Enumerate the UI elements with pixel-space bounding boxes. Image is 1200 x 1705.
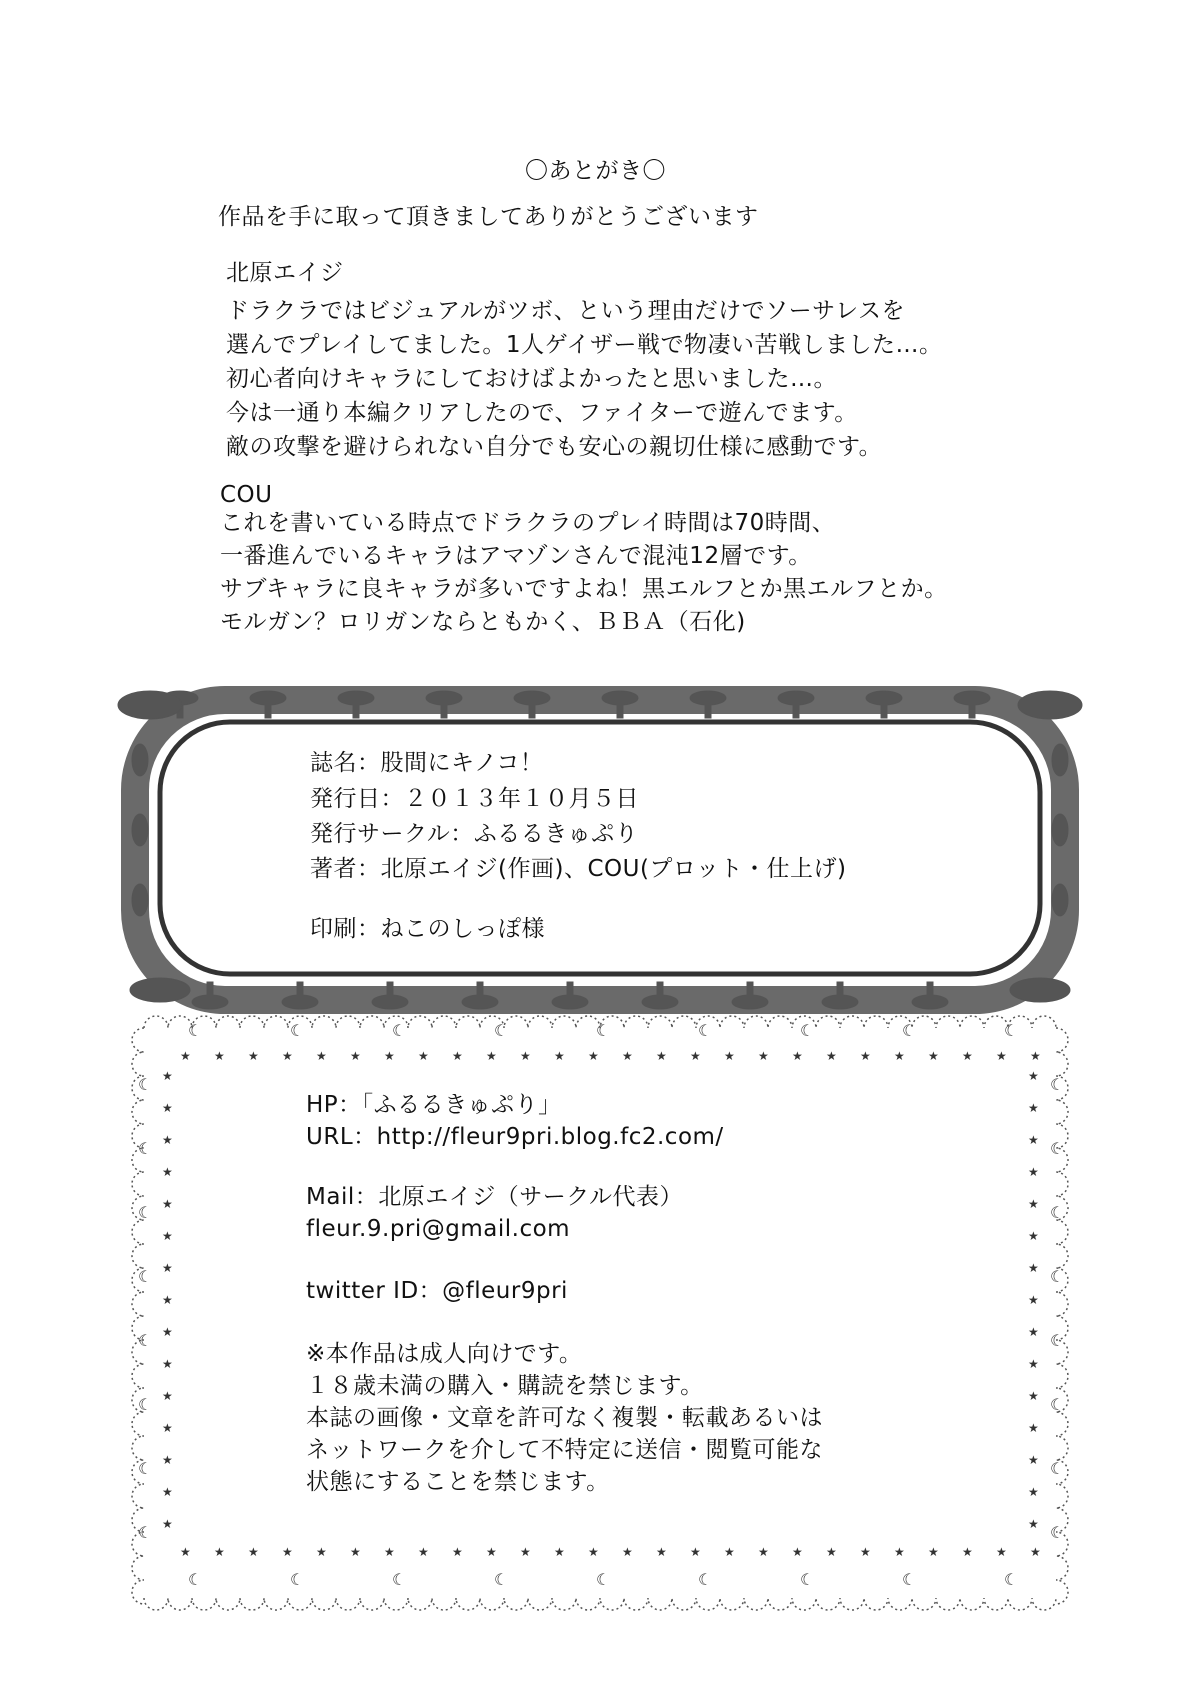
notice-line: ネットワークを介して不特定に送信・閲覧可能な [306,1437,823,1463]
star-icon: ★ [162,1101,173,1115]
mushroom-icon [1018,691,1082,719]
moon-icon: ☾ [800,1570,815,1589]
moon-icon: ☾ [1050,1395,1065,1414]
star-icon: ★ [162,1165,173,1179]
star-icon: ★ [962,1049,973,1063]
star-icon: ★ [1028,1261,1039,1275]
star-icon: ★ [588,1049,599,1063]
star-icon: ★ [826,1545,837,1559]
star-icon: ★ [1028,1229,1039,1243]
mushroom-stem-icon [793,698,799,718]
star-icon: ★ [350,1049,361,1063]
star-icon: ★ [894,1049,905,1063]
mushroom-icon [130,978,190,1002]
moon-icon: ☾ [596,1021,611,1040]
mail-address[interactable]: fleur.9.pri@gmail.com [306,1216,571,1242]
star-icon: ★ [316,1545,327,1559]
star-icon: ★ [520,1545,531,1559]
star-icon: ★ [622,1545,633,1559]
thanks-line: 作品を手に取って頂きましてありがとうございます [218,204,759,230]
star-icon: ★ [162,1293,173,1307]
colophon-date: 発行日：２０１３年１０月５日 [310,786,639,812]
star-icon: ★ [1030,1049,1041,1063]
star-icon: ★ [1028,1453,1039,1467]
moon-icon: ☾ [138,1267,153,1286]
star-icon: ★ [1028,1133,1039,1147]
moon-icon: ☾ [138,1203,153,1222]
colophon-title: 誌名：股間にキノコ！ [310,750,544,776]
mushroom-stem-icon [837,982,843,1002]
author-comment-line: 初心者向けキャラにしておけばよかったと思いました…。 [226,366,837,392]
star-icon: ★ [180,1049,191,1063]
moon-icon: ☾ [1050,1459,1065,1478]
star-icon: ★ [1028,1101,1039,1115]
star-icon: ★ [860,1049,871,1063]
mushroom-frame-border [160,722,1040,974]
star-icon: ★ [1028,1357,1039,1371]
moon-icon: ☾ [494,1021,509,1040]
star-icon: ★ [1028,1389,1039,1403]
mushroom-stem-icon [529,698,535,718]
mushroom-stem-icon [297,982,303,1002]
star-icon: ★ [656,1545,667,1559]
mushroom-stem-icon [207,982,213,1002]
star-icon: ★ [180,1545,191,1559]
mushroom-stem-icon [747,982,753,1002]
moon-icon: ☾ [188,1021,203,1040]
star-icon: ★ [1030,1545,1041,1559]
moon-icon: ☾ [392,1570,407,1589]
colophon-printer: 印刷：ねこのしっぽ様 [310,916,545,942]
star-icon: ★ [486,1545,497,1559]
author-comment-line: サブキャラに良キャラが多いですよね！黒エルフとか黒エルフとか。 [220,576,948,602]
moon-icon: ☾ [138,1139,153,1158]
moon-icon: ☾ [138,1075,153,1094]
star-icon: ★ [690,1545,701,1559]
star-icon: ★ [724,1049,735,1063]
moon-icon: ☾ [902,1570,917,1589]
moon-icon: ☾ [290,1570,305,1589]
star-icon: ★ [162,1229,173,1243]
star-icon: ★ [162,1485,173,1499]
moon-icon: ☾ [1004,1570,1019,1589]
star-icon: ★ [554,1545,565,1559]
star-icon: ★ [384,1049,395,1063]
author-comment-line: ドラクラではビジュアルがツボ、という理由だけでソーサレスを [226,298,905,324]
moon-icon: ☾ [1050,1075,1065,1094]
star-icon: ★ [162,1517,173,1531]
star-icon: ★ [1028,1197,1039,1211]
url-line[interactable]: URL：http://fleur9pri.blog.fc2.com/ [306,1124,724,1150]
star-icon: ★ [384,1545,395,1559]
author-comment-line: 一番進んでいるキャラはアマゾンさんで混沌12層です。 [220,543,812,569]
notice-line: 本誌の画像・文章を許可なく複製・転載あるいは [306,1405,823,1431]
star-icon: ★ [1028,1325,1039,1339]
mushroom-stem-icon [477,982,483,1002]
star-icon: ★ [996,1545,1007,1559]
star-icon: ★ [162,1389,173,1403]
star-icon: ★ [1028,1485,1039,1499]
star-icon: ★ [486,1049,497,1063]
moon-icon: ☾ [1004,1021,1019,1040]
author-comment-line: モルガン？ロリガンならともかく、ＢＢＡ（石化) [220,609,746,635]
moon-icon: ☾ [1050,1139,1065,1158]
star-icon: ★ [894,1545,905,1559]
star-icon: ★ [282,1049,293,1063]
star-icon: ★ [656,1049,667,1063]
star-icon: ★ [1028,1517,1039,1531]
star-icon: ★ [860,1545,871,1559]
colophon-author: 著者：北原エイジ(作画)、COU(プロット・仕上げ) [310,856,847,882]
star-icon: ★ [758,1545,769,1559]
star-icon: ★ [622,1049,633,1063]
star-icon: ★ [162,1197,173,1211]
star-icon: ★ [316,1049,327,1063]
star-icon: ★ [452,1545,463,1559]
star-icon: ★ [826,1049,837,1063]
mushroom-stem-icon [441,698,447,718]
mushroom-stem-icon [567,982,573,1002]
star-icon: ★ [162,1453,173,1467]
author-name: COU [220,482,273,508]
star-icon: ★ [792,1049,803,1063]
mushroom-stem-icon [927,982,933,1002]
mushroom-icon [132,814,148,846]
star-icon: ★ [1028,1165,1039,1179]
notice-line: ※本作品は成人向けです。 [306,1341,583,1367]
mushroom-stem-icon [705,698,711,718]
star-icon: ★ [554,1049,565,1063]
star-icon: ★ [248,1049,259,1063]
moon-icon: ☾ [698,1570,713,1589]
star-icon: ★ [520,1049,531,1063]
moon-icon: ☾ [698,1021,713,1040]
twitter-id[interactable]: twitter ID：@fleur9pri [306,1278,568,1304]
moon-icon: ☾ [800,1021,815,1040]
mushroom-icon [132,884,148,916]
star-icon: ★ [928,1049,939,1063]
mushroom-stem-icon [881,698,887,718]
star-icon: ★ [162,1357,173,1371]
star-icon: ★ [1028,1069,1039,1083]
moon-icon: ☾ [138,1523,153,1542]
star-icon: ★ [350,1545,361,1559]
mushroom-stem-icon [265,698,271,718]
star-icon: ★ [214,1545,225,1559]
moon-icon: ☾ [902,1021,917,1040]
moon-icon: ☾ [290,1021,305,1040]
author-comment-line: これを書いている時点でドラクラのプレイ時間は70時間、 [220,510,836,536]
moon-icon: ☾ [392,1021,407,1040]
moon-icon: ☾ [1050,1203,1065,1222]
star-icon: ★ [1028,1421,1039,1435]
mushroom-icon [1010,978,1070,1002]
mushroom-stem-icon [657,982,663,1002]
star-icon: ★ [452,1049,463,1063]
moon-icon: ☾ [138,1459,153,1478]
moon-icon: ☾ [1050,1331,1065,1350]
star-icon: ★ [282,1545,293,1559]
author-comment-line: 敵の攻撃を避けられない自分でも安心の親切仕様に感動です。 [226,434,883,460]
mushroom-icon [1052,744,1068,776]
star-icon: ★ [792,1545,803,1559]
mushroom-icon [132,744,148,776]
star-icon: ★ [418,1049,429,1063]
mushroom-stem-icon [617,698,623,718]
star-icon: ★ [928,1545,939,1559]
author-name: 北原エイジ [226,260,344,286]
mail-label: Mail：北原エイジ（サークル代表） [306,1184,684,1210]
star-icon: ★ [162,1069,173,1083]
star-icon: ★ [162,1325,173,1339]
star-icon: ★ [214,1049,225,1063]
star-icon: ★ [1028,1293,1039,1307]
star-icon: ★ [724,1545,735,1559]
star-icon: ★ [758,1049,769,1063]
star-icon: ★ [418,1545,429,1559]
afterword-heading: 〇あとがき〇 [525,158,666,184]
star-icon: ★ [962,1545,973,1559]
mushroom-stem-icon [969,698,975,718]
star-icon: ★ [588,1545,599,1559]
homepage-label: HP：「ふるるきゅぷり」 [306,1092,562,1118]
mushroom-icon [1052,814,1068,846]
moon-icon: ☾ [138,1331,153,1350]
star-icon: ★ [162,1133,173,1147]
mushroom-stem-icon [387,982,393,1002]
star-icon: ★ [248,1545,259,1559]
star-icon: ★ [162,1261,173,1275]
mushroom-icon [1052,884,1068,916]
moon-icon: ☾ [138,1395,153,1414]
mushroom-stem-icon [353,698,359,718]
star-icon: ★ [162,1421,173,1435]
moon-icon: ☾ [1050,1267,1065,1286]
author-comment-line: 今は一通り本編クリアしたので、ファイターで遊んでます。 [226,400,858,426]
notice-line: １８歳未満の購入・購読を禁じます。 [306,1373,704,1399]
moon-icon: ☾ [494,1570,509,1589]
mushroom-icon [118,691,182,719]
moon-icon: ☾ [188,1570,203,1589]
star-icon: ★ [690,1049,701,1063]
notice-line: 状態にすることを禁じます。 [306,1469,610,1495]
star-icon: ★ [996,1049,1007,1063]
moon-icon: ☾ [596,1570,611,1589]
mushroom-band [135,700,1065,1000]
author-comment-line: 選んでプレイしてました。1人ゲイザー戦で物凄い苦戦しました…。 [226,332,943,358]
moon-icon: ☾ [1050,1523,1065,1542]
colophon-circle: 発行サークル：ふるるきゅぷり [310,821,639,847]
